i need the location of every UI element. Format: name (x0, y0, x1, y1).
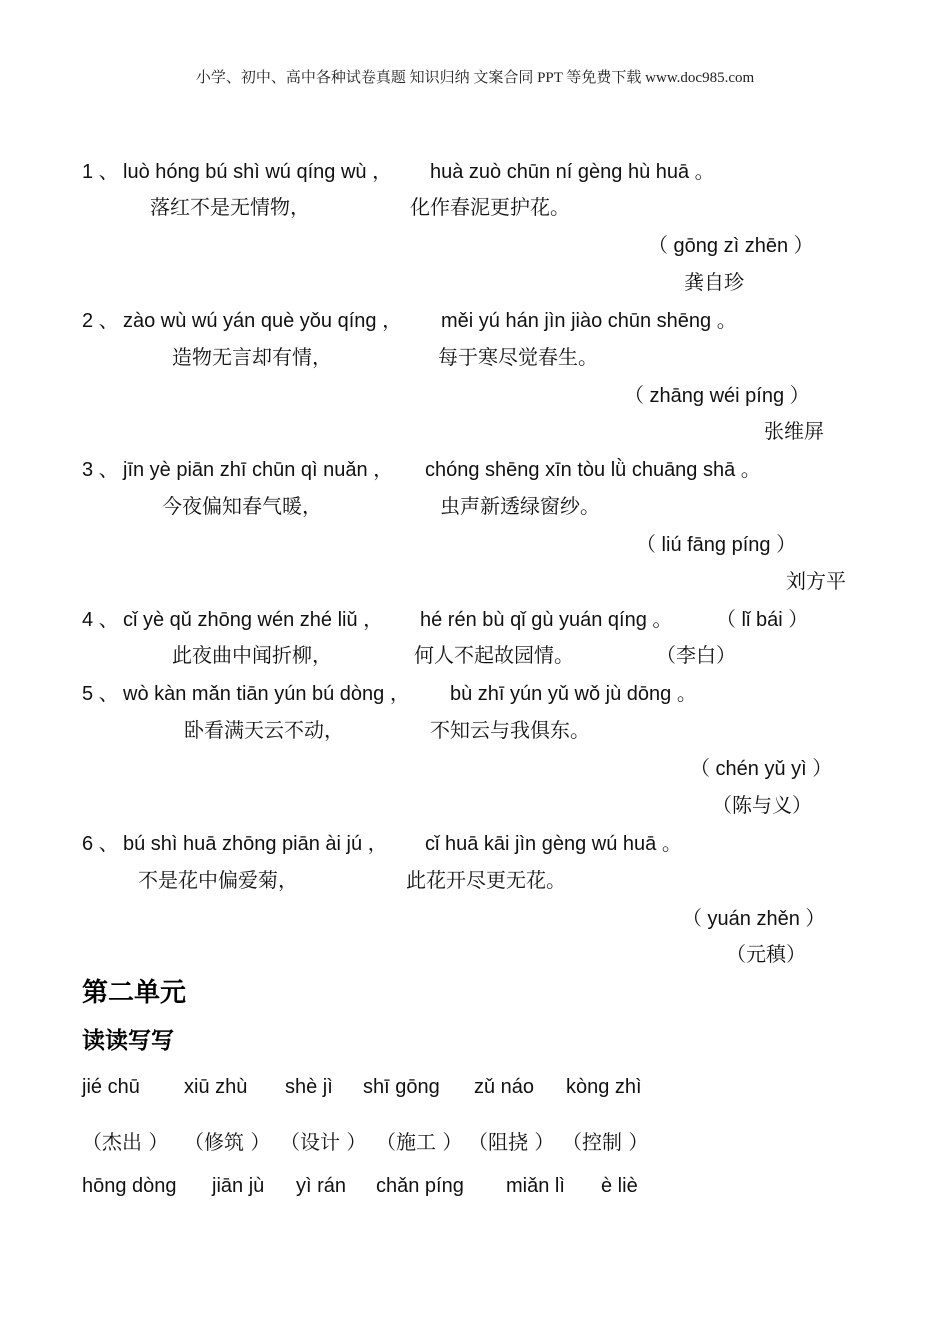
author-name: （李白） (656, 643, 736, 667)
poem-pinyin-line-b: huà zuò chūn ní gèng hù huā 。 (430, 161, 715, 183)
author-name: （元稹） (726, 942, 806, 966)
poem-pinyin-line-a: jīn yè piān zhī chūn qì nuǎn ， (123, 459, 394, 481)
word-pinyin: jiān jù (212, 1175, 265, 1197)
author-pinyin: （ liú fāng píng ） (636, 534, 797, 556)
poem-chinese-line-a: 此夜曲中闻折柳， (172, 643, 332, 667)
word-chinese: （施工 ） (376, 1130, 463, 1154)
unit-title: 第二单元 (82, 978, 187, 1008)
poem-chinese-line-b: 虫声新透绿窗纱。 (440, 494, 600, 518)
poem-chinese-line-b: 不知云与我俱东。 (430, 718, 590, 742)
poem-chinese-line-a: 落红不是无情物， (150, 195, 310, 219)
word-pinyin: kòng zhì (566, 1076, 642, 1098)
poem-number: 2 、 (82, 310, 119, 332)
author-pinyin: （ chén yǔ yì ） (690, 758, 833, 780)
poem-pinyin-line-b: cǐ huā kāi jìn gèng wú huā 。 (425, 833, 682, 855)
word-chinese: （设计 ） (280, 1130, 367, 1154)
poem-number: 5 、 (82, 683, 119, 705)
author-pinyin: （ gōng zì zhēn ） (648, 235, 814, 257)
word-pinyin: è liè (601, 1175, 638, 1197)
word-pinyin: shè jì (285, 1076, 333, 1098)
poem-chinese-line-b: 化作春泥更护花。 (410, 195, 570, 219)
author-name: （陈与义） (712, 793, 812, 817)
poem-pinyin-line-a: bú shì huā zhōng piān ài jú ， (123, 833, 388, 855)
page-header: 小学、初中、高中各种试卷真题 知识归纳 文案合同 PPT 等免费下载 www.doc985.com (195, 70, 755, 86)
poem-number: 3 、 (82, 459, 119, 481)
poem-chinese-line-b: 此花开尽更无花。 (406, 868, 566, 892)
word-pinyin: xiū zhù (184, 1076, 248, 1098)
poem-pinyin-line-b: hé rén bù qǐ gù yuán qíng 。 (420, 609, 673, 631)
author-name: 龚自珍 (684, 270, 744, 294)
section-title: 读读写写 (82, 1028, 174, 1054)
word-pinyin: shī gōng (363, 1076, 440, 1098)
author-pinyin: （ yuán zhěn ） (682, 908, 826, 930)
poem-pinyin-line-b: chóng shēng xīn tòu lǜ chuāng shā 。 (425, 459, 761, 481)
poem-chinese-line-a: 造物无言却有情， (172, 345, 332, 369)
poem-pinyin-line-a: wò kàn mǎn tiān yún bú dòng ， (123, 683, 410, 705)
word-pinyin: chǎn píng (376, 1175, 464, 1197)
word-chinese: （控制 ） (562, 1130, 649, 1154)
word-chinese: （修筑 ） (184, 1130, 271, 1154)
author-pinyin: （ lǐ bái ） (716, 609, 809, 631)
poem-chinese-line-a: 今夜偏知春气暖， (162, 494, 322, 518)
author-pinyin: （ zhāng wéi píng ） (624, 385, 810, 407)
author-name: 刘方平 (786, 569, 846, 593)
word-pinyin: miǎn lì (506, 1175, 565, 1197)
word-pinyin: yì rán (296, 1175, 347, 1197)
poem-chinese-line-b: 何人不起故园情。 (414, 643, 574, 667)
word-chinese: （杰出 ） (82, 1130, 169, 1154)
poem-pinyin-line-a: zào wù wú yán què yǒu qíng ， (123, 310, 403, 332)
poem-pinyin-line-b: bù zhī yún yǔ wǒ jù dōng 。 (450, 683, 697, 705)
poem-number: 1 、 (82, 161, 119, 183)
poem-chinese-line-a: 卧看满天云不动， (184, 718, 344, 742)
poem-number: 6 、 (82, 833, 119, 855)
word-chinese: （阻挠 ） (468, 1130, 555, 1154)
poem-pinyin-line-a: luò hóng bú shì wú qíng wù ， (123, 161, 393, 183)
author-name: 张维屏 (764, 419, 824, 443)
word-pinyin: hōng dòng (82, 1175, 177, 1197)
poem-pinyin-line-a: cǐ yè qǔ zhōng wén zhé liǔ ， (123, 609, 384, 631)
word-pinyin: zǔ náo (474, 1076, 535, 1098)
poem-chinese-line-b: 每于寒尽觉春生。 (438, 345, 598, 369)
poem-chinese-line-a: 不是花中偏爱菊， (138, 868, 298, 892)
poem-pinyin-line-b: měi yú hán jìn jiào chūn shēng 。 (441, 310, 737, 332)
poem-number: 4 、 (82, 609, 119, 631)
word-pinyin: jié chū (82, 1076, 140, 1098)
